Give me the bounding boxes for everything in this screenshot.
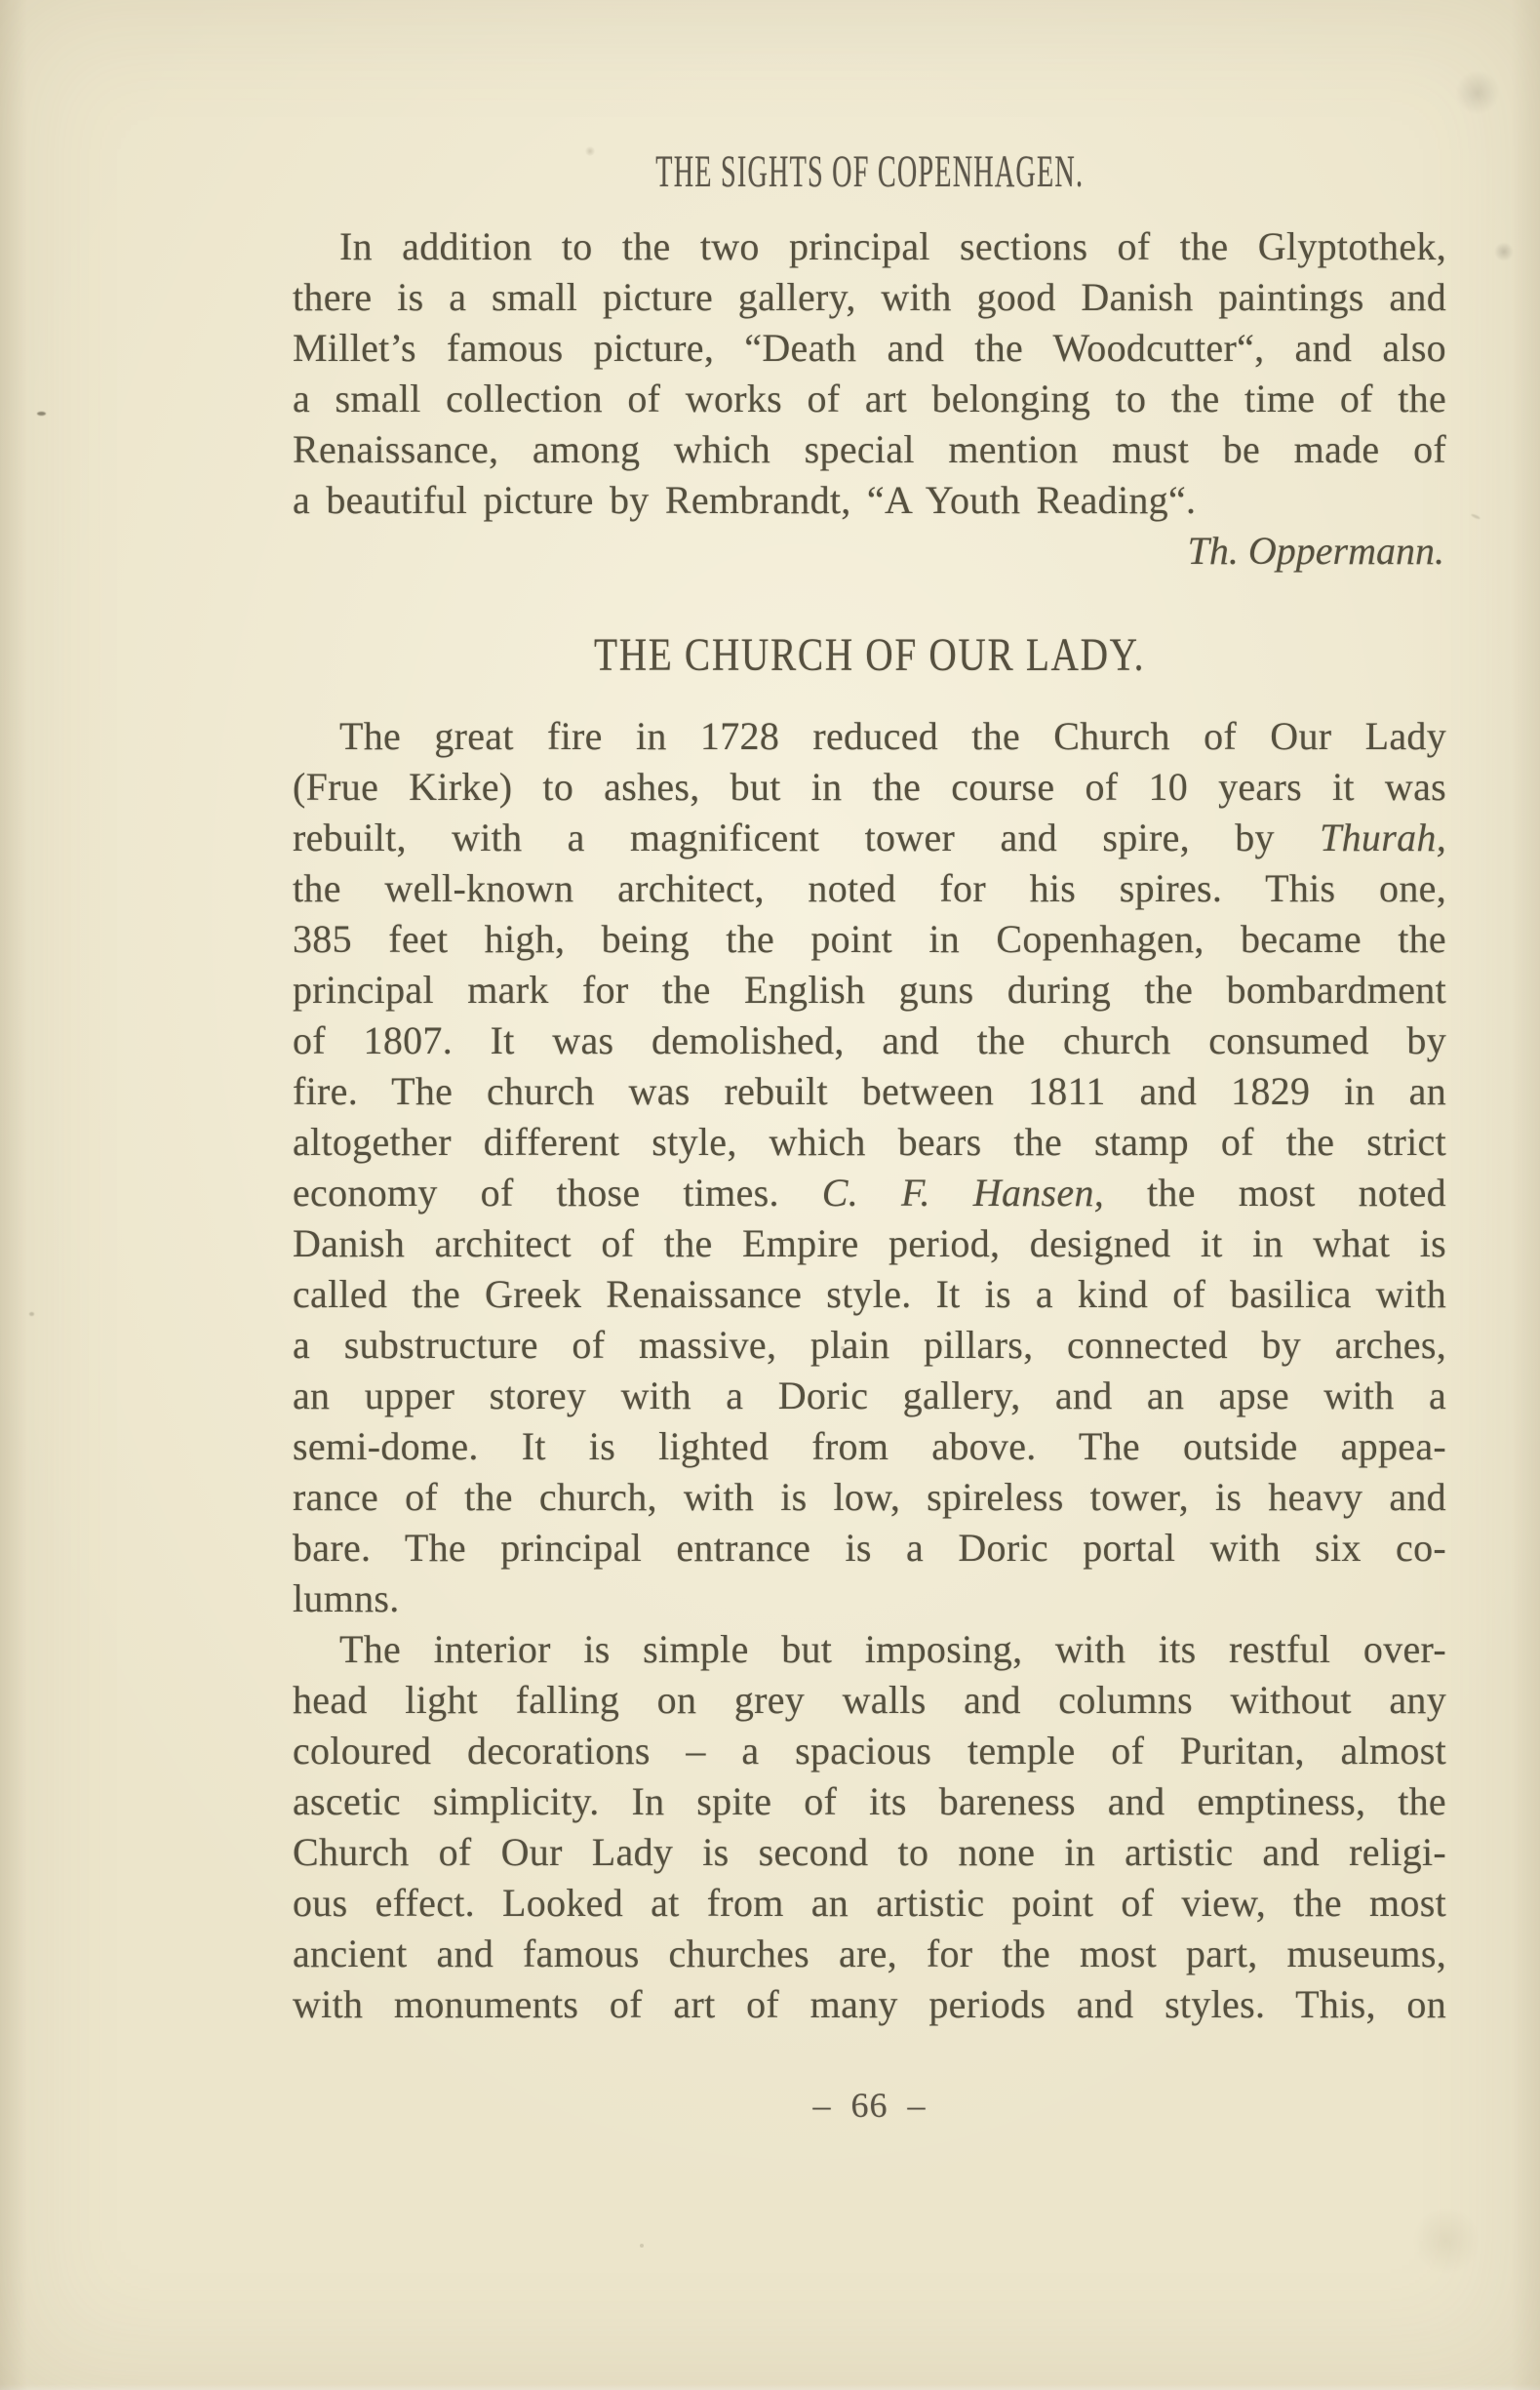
running-header (293, 146, 1446, 197)
text-line: the well-known architect, noted for his spires. This one, (293, 866, 1446, 910)
text-line: fire. The church was rebuilt between 1811 and 1829 in an (293, 1069, 1446, 1113)
interior-paragraph (293, 1624, 1446, 2030)
intro-paragraph (293, 221, 1446, 526)
section-heading (293, 630, 1446, 681)
text-segment: rebuilt, with a magnificent tower and spire, by (293, 816, 1321, 859)
italic-name: Thurah, (1320, 816, 1446, 859)
text-line: altogether different style, which bears the stamp of the strict (293, 1120, 1446, 1164)
text-line: a substructure of massive, plain pillars, connected by arches, (293, 1323, 1446, 1367)
text-line: with monuments of art of many periods and styles. This, on (293, 1982, 1446, 2026)
text-line: The interior is simple but imposing, with its restful over- (339, 1627, 1446, 1671)
text-line: Millet’s famous picture, “Death and the Woodcutter“, and also (293, 326, 1446, 370)
text-line: head light falling on grey walls and columns without any (293, 1678, 1446, 1722)
paper-smudge (1494, 242, 1514, 261)
text-segment: the most noted (1104, 1171, 1446, 1215)
ink-speck (1471, 513, 1481, 520)
text-line: there is a small picture gallery, with good Danish paintings and (293, 275, 1446, 319)
text-line (293, 1168, 1446, 1218)
text-line: bare. The principal entrance is a Doric portal with six co- (293, 1526, 1446, 1570)
text-line: (Frue Kirke) to ashes, but in the course of 10 years it was (293, 765, 1446, 809)
text-line: 385 feet high, being the point in Copenhagen, became the (293, 917, 1446, 961)
text-line: coloured decorations – a spacious temple of Puritan, almost (293, 1729, 1446, 1773)
church-paragraph (293, 711, 1446, 1624)
text-line: Church of Our Lady is second to none in artistic and religi- (293, 1830, 1446, 1874)
text-line: called the Greek Renaissance style. It is a kind of basilica with (293, 1272, 1446, 1316)
text-line: ascetic simplicity. In spite of its bareness and emptiness, the (293, 1779, 1446, 1823)
author-signature: Th. Oppermann. (1187, 529, 1444, 573)
text-line: The great fire in 1728 reduced the Church of Our Lady (339, 714, 1446, 758)
running-header-text: THE SIGHTS OF COPENHAGEN. (655, 146, 1084, 197)
text-line: a beautiful picture by Rembrandt, “A Youth Reading“. (293, 478, 1197, 522)
text-line: a small collection of works of art belonging to the time of the (293, 377, 1446, 420)
paper-smudge (1412, 2207, 1481, 2275)
ink-speck (37, 412, 46, 416)
text-line: semi-dome. It is lighted from above. The outside appea- (293, 1424, 1446, 1468)
italic-name: C. F. Hansen, (821, 1171, 1105, 1215)
paper-smudge (1455, 70, 1500, 115)
text-line: Danish architect of the Empire period, designed it in what is (293, 1221, 1446, 1265)
text-line: Renaissance, among which special mention must be made of (293, 427, 1446, 471)
text-line: In addition to the two principal sections of the Glyptothek, (339, 224, 1446, 268)
text-line: an upper storey with a Doric gallery, and an apse with a (293, 1374, 1446, 1417)
text-line: rance of the church, with is low, spireless tower, is heavy and (293, 1475, 1446, 1519)
page-number: – 66 – (812, 2086, 927, 2125)
section-heading-text: THE CHURCH OF OUR LADY. (593, 629, 1146, 681)
ink-speck (29, 1312, 34, 1316)
text-line: lumns. (293, 1576, 400, 1620)
text-line (293, 813, 1446, 863)
text-line: ancient and famous churches are, for the most part, museums, (293, 1932, 1446, 1975)
text-line: of 1807. It was demolished, and the church consumed by (293, 1018, 1446, 1062)
ink-speck (640, 2244, 644, 2248)
text-line: principal mark for the English guns during the bombardment (293, 968, 1446, 1012)
text-line: ous effect. Looked at from an artistic point of view, the most (293, 1881, 1446, 1925)
text-segment: economy of those times. (293, 1171, 822, 1215)
